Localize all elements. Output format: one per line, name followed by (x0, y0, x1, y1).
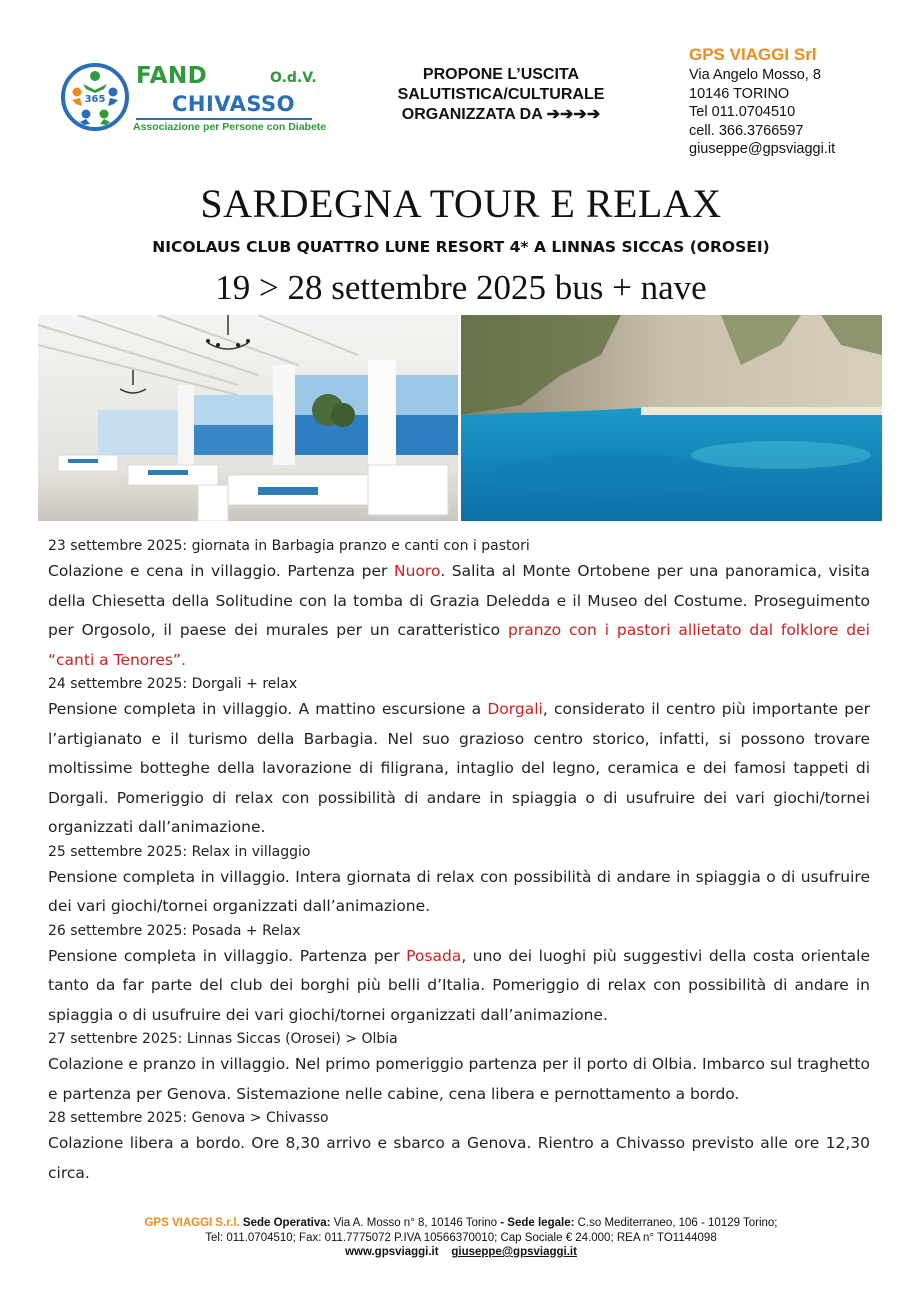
body-text: Pensione completa in villaggio. Intera giornata di relax con possibilità di andare in spiaggia o di usufruire dei vari giochi/tornei organizzati dall’animazione. (48, 867, 870, 915)
footer-sede-operativa: Via A. Mosso n° 8, 10146 Torino (333, 1217, 498, 1229)
body-text: , considerato il centro più importante per l’artigianato e il turismo della Barbagia. Nel suo grazioso centro storico, infatti, si possono trovare moltissime botteghe della lavorazione di filigrana, intaglio del legno, ceramica e dei famosi tappeti di Dorgali. Pomeriggio di relax con possibilità di andare in spiaggia o di usufruire dei vari giochi/tornei organizzati dall’animazione. (48, 700, 870, 836)
agency-name: GPS VIAGGI Srl (689, 45, 817, 64)
itinerary-day (48, 920, 870, 1031)
footer-sede-operativa-label: Sede Operativa: (242, 1217, 331, 1229)
day-description (48, 557, 870, 675)
footer-company: GPS VIAGGI S.r.l. (144, 1217, 240, 1229)
agency-phone: Tel 011.0704510 (689, 104, 796, 120)
itinerary (48, 535, 870, 1186)
body-text: Colazione e cena in villaggio. Partenza per (48, 562, 395, 580)
footer-line-2: Tel: 011.0704510; Fax: 011.7775072 P.IVA 10566370010; Cap Sociale € 24.000; REA n° TO1144098 (205, 1231, 717, 1244)
highlight-text: pranzo con i pastori allietato dal folklore dei “canti a Tenores”. (48, 621, 870, 669)
proposal-banner (370, 65, 632, 125)
day-description (48, 942, 870, 1031)
footer-sede-legale: C.so Mediterraneo, 106 - 10129 Torino; (577, 1217, 778, 1229)
agency-city: 10146 TORINO (689, 85, 790, 102)
body-text: , uno dei luoghi più suggestivi della costa orientale tanto da far parte del club dei borghi più belli d’Italia. Pomeriggio di relax con possibilità di andare in spiaggia o di usufruire dei vari giochi/tornei organizzati dall’animazione. (48, 946, 870, 1024)
logo-city: CHIVASSO (172, 92, 296, 116)
proposal-line: ORGANIZZATA DA ➔➔➔➔ (401, 106, 601, 123)
body-text: Colazione libera a bordo. Ore 8,30 arrivo e sbarco a Genova. Rientro a Chivasso previsto alle ore 12,30 circa. (48, 1134, 870, 1182)
footer-website[interactable]: www.gpsviaggi.it (345, 1246, 439, 1258)
itinerary-day (48, 841, 870, 922)
footer-sede-legale-label: - Sede legale: (500, 1217, 575, 1229)
page-title: SARDEGNA TOUR E RELAX (200, 181, 722, 226)
day-heading: 23 settembre 2025: giornata in Barbagia pranzo e canti con i pastori (48, 538, 530, 554)
logo-divider (136, 118, 312, 120)
highlight-text: Dorgali (487, 700, 543, 718)
day-heading: 25 settembre 2025: Relax in villaggio (48, 843, 311, 860)
body-text: Colazione e pranzo in villaggio. Nel primo pomeriggio partenza per il porto di Olbia. Imbarco sul traghetto e partenza per Genova. Sistemazione nelle cabine, cena libera e pernottamento a bordo. (48, 1055, 870, 1103)
day-heading: 26 settembre 2025: Posada + Relax (48, 922, 301, 939)
itinerary-day (48, 1028, 870, 1109)
restaurant-photo (38, 315, 458, 521)
day-heading: 28 settembre 2025: Genova > Chivasso (48, 1110, 329, 1126)
itinerary-day (48, 673, 870, 843)
logo-suffix: O.d.V. (270, 70, 317, 86)
body-text: Pensione completa in villaggio. Partenza per (48, 946, 407, 965)
footer-email[interactable]: giuseppe@gpsviaggi.it (451, 1246, 577, 1258)
logo-tagline: Associazione per Persone con Diabete (133, 121, 327, 133)
itinerary-day (48, 1107, 870, 1188)
trip-dates: 19 > 28 settembre 2025 bus + nave (215, 268, 707, 307)
footer-line-3 (0, 1245, 922, 1260)
day-description (48, 863, 870, 922)
proposal-line: PROPONE L’USCITA (422, 66, 580, 83)
footer-line-1 (0, 1216, 922, 1231)
highlight-text: Posada (406, 946, 462, 965)
proposal-line: SALUTISTICA/CULTURALE (397, 86, 605, 103)
body-text: . Salita al Monte Ortobene per una panoramica, visita della Chiesetta della Solitudine con la tomba di Grazia Deledda e il Museo del Costume. Proseguimento per Orgosolo, il paese dei murales per un caratteristico (48, 562, 870, 639)
sea-coast-photo (461, 315, 882, 521)
logo-badge: 365 (84, 94, 106, 105)
agency-contact (689, 44, 835, 159)
day-description (48, 1129, 870, 1188)
body-text: Pensione completa in villaggio. A mattino escursione a (48, 700, 488, 718)
logo-name: FAND (136, 63, 208, 89)
resort-subtitle: NICOLAUS CLUB QUATTRO LUNE RESORT 4* A LINNAS SICCAS (OROSEI) (152, 238, 770, 256)
people-circle-icon (60, 62, 130, 132)
highlight-text: Nuoro (394, 562, 441, 580)
page-footer (0, 1216, 922, 1260)
itinerary-day (48, 535, 870, 675)
agency-address: Via Angelo Mosso, 8 (689, 67, 821, 83)
day-description (48, 695, 870, 843)
agency-email[interactable]: giuseppe@gpsviaggi.it (689, 141, 836, 157)
day-description (48, 1050, 870, 1109)
day-heading: 24 settembre 2025: Dorgali + relax (48, 676, 298, 692)
day-heading: 27 settenbre 2025: Linnas Siccas (Orosei) > Olbia (48, 1031, 398, 1047)
agency-mobile: cell. 366.3766597 (689, 122, 804, 139)
